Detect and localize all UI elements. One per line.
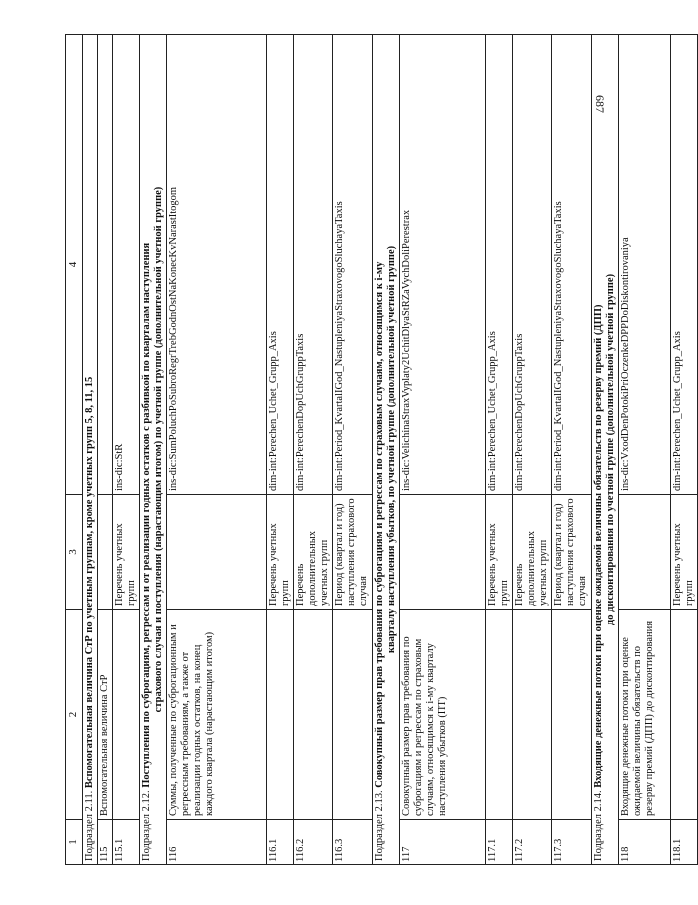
section-title: Поступления по суброгациям, регрессам и от реализации годных остатков с разбивкой по кварталам наступления [141, 242, 152, 788]
axis-description-cell: Перечень учетных групп [671, 495, 698, 610]
row-number-cell: 116.3 [333, 820, 373, 865]
table-body [66, 35, 698, 865]
indicator-name-cell: Совокупный размер прав требования по суброгациям и регрессам по страховым случаям, относящимся к i-му кварталу наступления убытков (ПТ) [400, 610, 486, 820]
element-code-cell: ins-dic:StR [113, 35, 140, 495]
section-title-continuation: страхового случая и поступления (нарастающим итогом) по учетной группе (дополнительной учетной группе) [153, 186, 164, 713]
element-code-cell: ins-dic:VelichinaStraxVyplaty2UchitDlyaStRZaVychDoliPerestrax [400, 35, 486, 495]
axis-description-cell: Период (квартал и год) наступления страхового случая [552, 495, 592, 610]
table-row [486, 35, 513, 865]
axis-description-cell: Период (квартал и год) наступления страхового случая [333, 495, 373, 610]
indicator-name-cell [486, 610, 513, 820]
indicator-name-cell [113, 610, 140, 820]
section-header [373, 35, 400, 865]
page-number: 687 [593, 95, 607, 113]
section-title-line [374, 38, 386, 861]
element-code-cell: dim-int:PerechenDopUchGruppTaxis [294, 35, 333, 495]
section-title: Совокупный размер прав требования по суброгациям и регрессам по страховым случаям, относящимся к i-му [374, 261, 385, 788]
section-header [140, 35, 167, 865]
row-number-cell: 117.3 [552, 820, 592, 865]
axis-description-cell: Перечень дополнительных учетных групп [294, 495, 333, 610]
table-row [400, 35, 486, 865]
axis-description-cell: Перечень учетных групп [486, 495, 513, 610]
axis-description-cell [167, 495, 267, 610]
row-number-cell: 116.2 [294, 820, 333, 865]
table-row [333, 35, 373, 865]
row-number-cell: 118 [619, 820, 671, 865]
element-code-cell: ins-dic:VxodDenPotokiPriOczenkeDPPDoDiskontirovaniya [619, 35, 671, 495]
section-title: Входящие денежные потоки при оценке ожидаемой величины обязательств по резерву премий (ДПП) [593, 304, 604, 788]
row-number-cell: 118.1 [671, 820, 698, 865]
section-title-line [141, 38, 153, 861]
row-number-cell: 116.1 [267, 820, 294, 865]
element-code-cell: dim-int:PerechenDopUchGruppTaxis [513, 35, 552, 495]
element-code-cell: dim-int:Perechen_Uchet_Grupp_Axis [671, 35, 698, 495]
row-number-cell: 115.1 [113, 820, 140, 865]
section-title-continuation: кварталу наступления убытков, по учетной группе (дополнительной учетной группе) [386, 245, 397, 654]
element-code-cell: dim-int:Period_KvartalIGod_NastupleniyaStraxovogoSluchayaTaxis [333, 35, 373, 495]
table-row [113, 35, 140, 865]
indicator-name-cell: Суммы, полученные по суброгационным и регрессным требованиям, а также от реализации годных остатков, на конец каждого квартала (нарастающим итогом) [167, 610, 267, 820]
header-cell: 2 [66, 610, 83, 820]
section-prefix: Подраздел 2.13. [374, 790, 385, 861]
table-row [98, 35, 113, 865]
indicator-name-cell [333, 610, 373, 820]
indicator-name-cell [671, 610, 698, 820]
row-number-cell: 117 [400, 820, 486, 865]
axis-description-cell: Перечень дополнительных учетных групп [513, 495, 552, 610]
table-row [671, 35, 698, 865]
element-code-cell: ins-dic:SumPoluchPoSubroRegrTrebGodnOstNaKonecKvNarastItogom [167, 35, 267, 495]
table-row [267, 35, 294, 865]
section-header [592, 35, 619, 865]
element-code-cell: dim-int:Period_KvartalIGod_NastupleniyaStraxovogoSluchayaTaxis [552, 35, 592, 495]
section-row [592, 35, 619, 865]
data-table [65, 34, 698, 865]
header-cell: 3 [66, 495, 83, 610]
header-cell: 4 [66, 35, 83, 495]
indicator-name-cell [294, 610, 333, 820]
indicator-name-cell [513, 610, 552, 820]
axis-description-cell [98, 495, 113, 610]
rotated-page [65, 35, 695, 865]
section-row [373, 35, 400, 865]
axis-description-cell [400, 495, 486, 610]
section-row [140, 35, 167, 865]
section-title: Вспомогательная величина СтР по учетным группам, кроме учетных групп 5, 8, 11, 15 [84, 376, 95, 789]
element-code-cell: dim-int:Perechen_Uchet_Grupp_Axis [267, 35, 294, 495]
table-row [167, 35, 267, 865]
indicator-name-cell: Вспомогательная величина СтР [98, 610, 113, 820]
row-number-cell: 117.2 [513, 820, 552, 865]
section-title-line [593, 38, 605, 861]
indicator-name-cell [267, 610, 294, 820]
table-row [294, 35, 333, 865]
section-row [83, 35, 98, 865]
section-prefix: Подраздел 2.14. [593, 790, 604, 861]
indicator-name-cell: Входящие денежные потоки при оценке ожидаемой величины обязательств по резерву премий (ДПП) до дисконтирования [619, 610, 671, 820]
section-title-line [84, 38, 96, 861]
row-number-cell: 116 [167, 820, 267, 865]
axis-description-cell [619, 495, 671, 610]
header-cell: 1 [66, 820, 83, 865]
axis-description-cell: Перечень учетных групп [113, 495, 140, 610]
section-title-continuation: до дисконтирования по учетной группе (дополнительной учетной группе) [605, 273, 616, 626]
axis-description-cell: Перечень учетных групп [267, 495, 294, 610]
table-row [619, 35, 671, 865]
table-row [552, 35, 592, 865]
element-code-cell: dim-int:Perechen_Uchet_Grupp_Axis [486, 35, 513, 495]
table-row [513, 35, 552, 865]
section-header [83, 35, 98, 865]
header-row [66, 35, 83, 865]
section-prefix: Подраздел 2.12. [141, 790, 152, 861]
row-number-cell: 115 [98, 820, 113, 865]
row-number-cell: 117.1 [486, 820, 513, 865]
section-prefix: Подраздел 2.11. [84, 790, 95, 861]
indicator-name-cell [552, 610, 592, 820]
element-code-cell [98, 35, 113, 495]
